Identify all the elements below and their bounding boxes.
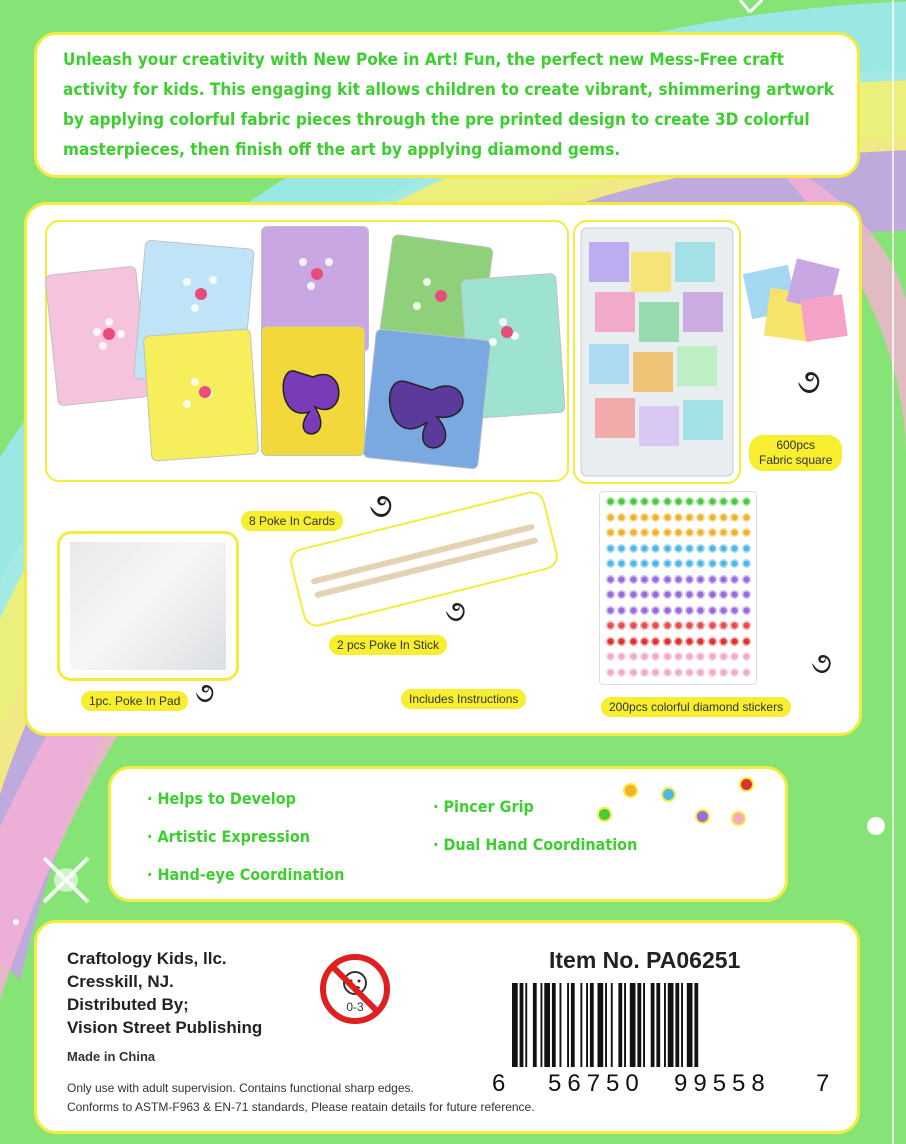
diamond-sticker <box>742 668 751 677</box>
curl-arrow-icon: ૭ <box>811 647 832 680</box>
diamond-sticker <box>651 544 660 553</box>
diamond-sticker <box>708 606 717 615</box>
diamond-sticker <box>640 621 649 630</box>
barcode-bar <box>618 983 622 1067</box>
diamond-sticker <box>685 544 694 553</box>
card-art-overlay <box>47 222 567 480</box>
barcode-bar <box>544 983 550 1067</box>
diamond-sticker <box>629 497 638 506</box>
stick-box <box>287 488 561 629</box>
curl-arrow-icon: ૭ <box>369 487 393 525</box>
diamond-sticker <box>663 606 672 615</box>
barcode-bar <box>675 983 679 1067</box>
stick-label: 2 pcs Poke In Stick <box>329 635 447 655</box>
diamond-sticker <box>719 590 728 599</box>
diamond-sticker <box>617 606 626 615</box>
diamond-sticker <box>640 606 649 615</box>
barcode-bar <box>571 983 575 1067</box>
diamond-sticker <box>617 668 626 677</box>
benefits-panel <box>108 766 788 902</box>
diamond-sticker <box>640 513 649 522</box>
diamond-sticker <box>674 513 683 522</box>
company-info: Craftology Kids, llc. Cresskill, NJ. Distributed By; Vision Street Publishing <box>67 949 263 1037</box>
diamond-gem-icon <box>739 777 754 792</box>
diamond-sticker <box>663 668 672 677</box>
barcode-bar <box>580 983 582 1067</box>
diamond-sticker <box>651 606 660 615</box>
diamond-sticker <box>730 652 739 661</box>
pad-label: 1pc. Poke In Pad <box>81 691 188 711</box>
diamond-sticker <box>629 606 638 615</box>
barcode-bar <box>520 983 524 1067</box>
barcode-bar <box>512 983 518 1067</box>
diamond-sticker <box>606 575 615 584</box>
diamond-sticker <box>708 559 717 568</box>
item-number: Item No. PA06251 <box>549 947 741 973</box>
diamond-sticker <box>685 590 694 599</box>
diamond-sticker <box>640 637 649 646</box>
barcode-bar <box>533 983 537 1067</box>
diamond-sticker <box>640 544 649 553</box>
diamond-sticker <box>651 621 660 630</box>
diamond-sticker <box>730 637 739 646</box>
diamond-sticker <box>685 528 694 537</box>
diamond-sticker <box>730 513 739 522</box>
diamond-sticker <box>606 513 615 522</box>
diamond-sticker <box>674 590 683 599</box>
diamond-sticker <box>651 575 660 584</box>
diamond-sticker <box>719 497 728 506</box>
diamond-sticker <box>617 575 626 584</box>
diamond-sticker <box>708 575 717 584</box>
barcode-bar <box>598 983 604 1067</box>
barcode-bar <box>567 983 569 1067</box>
diamond-sticker <box>674 544 683 553</box>
diamond-sticker <box>651 513 660 522</box>
diamond-sticker <box>606 590 615 599</box>
diamond-sticker <box>629 575 638 584</box>
diamond-sticker <box>629 590 638 599</box>
fabric-bag-image <box>575 222 739 482</box>
cards-box <box>45 220 569 482</box>
diamond-sticker <box>617 497 626 506</box>
diamond-sticker <box>696 575 705 584</box>
diamond-sticker <box>674 621 683 630</box>
barcode-bar <box>586 983 588 1067</box>
diamond-sticker <box>696 559 705 568</box>
barcode-bar <box>643 983 645 1067</box>
barcode-digits: 99558 <box>674 1070 771 1095</box>
diamond-sticker <box>663 621 672 630</box>
curl-arrow-icon: ૭ <box>797 363 821 401</box>
intro-panel <box>34 32 860 178</box>
diamond-sticker <box>663 559 672 568</box>
barcode-bar <box>637 983 641 1067</box>
barcode-bar <box>630 983 636 1067</box>
diamond-sticker <box>685 575 694 584</box>
benefit-item: · Artistic Expression <box>147 827 311 846</box>
diamond-sticker <box>663 652 672 661</box>
diamond-sticker <box>719 513 728 522</box>
diamond-sticker <box>719 637 728 646</box>
diamond-sticker <box>696 606 705 615</box>
barcode-bar <box>560 983 562 1067</box>
diamond-sticker <box>708 544 717 553</box>
instructions-label: Includes Instructions <box>401 689 526 709</box>
diamond-sticker <box>651 668 660 677</box>
diamond-sticker <box>606 544 615 553</box>
diamond-sticker <box>742 637 751 646</box>
diamond-sticker <box>730 590 739 599</box>
diamond-sticker <box>708 513 717 522</box>
diamond-sticker <box>674 559 683 568</box>
barcode-bar <box>681 983 683 1067</box>
diamond-sticker <box>651 652 660 661</box>
diamond-gem-icon <box>661 787 676 802</box>
diamond-sticker <box>719 528 728 537</box>
diamond-sticker <box>663 637 672 646</box>
pad-box <box>57 531 239 681</box>
diamond-sticker <box>719 668 728 677</box>
diamond-sticker <box>674 575 683 584</box>
barcode-bar <box>611 983 613 1067</box>
diamond-sticker <box>606 497 615 506</box>
poke-pad-image <box>70 542 226 670</box>
diamond-sticker <box>617 559 626 568</box>
diamond-sticker <box>719 621 728 630</box>
diamond-sticker <box>629 621 638 630</box>
diamond-sticker <box>708 637 717 646</box>
diamond-sticker <box>606 621 615 630</box>
diamond-sticker <box>663 544 672 553</box>
fabric-squares-image <box>741 257 851 357</box>
diamond-sticker <box>640 590 649 599</box>
diamond-gem-icon <box>623 783 638 798</box>
barcode-bar <box>687 983 693 1067</box>
barcode-bar <box>651 983 655 1067</box>
diamond-sticker <box>719 575 728 584</box>
barcode-bar <box>624 983 626 1067</box>
diamond-sticker <box>617 621 626 630</box>
diamond-sticker <box>629 513 638 522</box>
barcode-bar <box>694 983 698 1067</box>
diamond-sticker <box>742 528 751 537</box>
barcode-digits: 56750 <box>548 1070 645 1095</box>
diamond-sticker <box>685 606 694 615</box>
diamond-sticker <box>742 559 751 568</box>
diamond-sticker <box>708 668 717 677</box>
benefit-item: · Hand-eye Coordination <box>147 865 345 884</box>
fabric-label: 600pcs Fabric square <box>749 435 842 471</box>
barcode-bar <box>668 983 674 1067</box>
diamond-sticker <box>606 559 615 568</box>
diamond-sticker <box>629 559 638 568</box>
made-in: Made in China <box>67 1049 156 1064</box>
diamond-gem-icon <box>731 811 746 826</box>
diamond-sticker <box>742 606 751 615</box>
barcode-digit: 6 <box>492 1070 506 1095</box>
diamond-sticker <box>742 621 751 630</box>
diamond-sticker <box>606 668 615 677</box>
diamond-sticker <box>617 652 626 661</box>
diamond-sticker <box>742 544 751 553</box>
diamond-sticker <box>651 497 660 506</box>
barcode-bar <box>664 983 666 1067</box>
cards-label: 8 Poke In Cards <box>241 511 343 531</box>
diamond-sticker <box>730 528 739 537</box>
diamond-sticker <box>696 513 705 522</box>
diamond-sticker <box>696 668 705 677</box>
diamond-sticker <box>685 637 694 646</box>
diamond-sticker <box>685 668 694 677</box>
diamond-sticker <box>730 621 739 630</box>
diamond-sticker <box>719 559 728 568</box>
diamond-sticker <box>606 528 615 537</box>
diamond-sticker <box>742 590 751 599</box>
diamond-sticker <box>730 544 739 553</box>
benefit-item: · Helps to Develop <box>147 789 296 808</box>
diamond-sticker <box>742 513 751 522</box>
diamond-sticker <box>730 606 739 615</box>
diamond-sticker <box>685 621 694 630</box>
stickers-sheet <box>599 491 757 685</box>
diamond-sticker <box>696 621 705 630</box>
diamond-sticker <box>640 575 649 584</box>
diamond-sticker <box>708 652 717 661</box>
diamond-sticker <box>640 652 649 661</box>
svg-text:0-3: 0-3 <box>346 1000 364 1014</box>
diamond-sticker <box>674 668 683 677</box>
diamond-sticker <box>708 590 717 599</box>
kit-contents-panel <box>24 202 862 736</box>
diamond-sticker <box>663 590 672 599</box>
barcode-bar <box>552 983 556 1067</box>
diamond-sticker <box>663 513 672 522</box>
diamond-sticker <box>663 497 672 506</box>
diamond-sticker <box>663 528 672 537</box>
safety-warning: Only use with adult supervision. Contains functional sharp edges. Conforms to ASTM-F963 & EN-71 standards, Please reatain details for future reference. <box>67 1081 535 1114</box>
diamond-sticker <box>696 544 705 553</box>
diamond-sticker <box>685 497 694 506</box>
diamond-sticker <box>617 637 626 646</box>
diamond-sticker <box>708 497 717 506</box>
diamond-sticker <box>674 606 683 615</box>
diamond-sticker <box>629 544 638 553</box>
diamond-sticker <box>730 497 739 506</box>
barcode-bar <box>656 983 660 1067</box>
footer-panel <box>34 920 860 1134</box>
diamond-sticker <box>629 668 638 677</box>
intro-text: Unleash your creativity with New Poke in Art! Fun, the perfect new Mess-Free craft activity for kids. This engaging kit allows children to create vibrant, shimmering artwork by applying colorful fabric pieces through the pre printed design to create 3D colorful masterpieces, then finish off the art by applying diamond gems. <box>63 50 835 159</box>
barcode-bar <box>590 983 594 1067</box>
diamond-sticker <box>696 637 705 646</box>
diamond-sticker <box>719 652 728 661</box>
diamond-sticker <box>606 652 615 661</box>
diamond-sticker <box>685 559 694 568</box>
diamond-sticker <box>719 606 728 615</box>
diamond-sticker <box>708 621 717 630</box>
diamond-sticker <box>730 559 739 568</box>
diamond-sticker <box>708 528 717 537</box>
diamond-sticker <box>719 544 728 553</box>
diamond-sticker <box>742 652 751 661</box>
diamond-sticker <box>685 513 694 522</box>
diamond-sticker <box>674 652 683 661</box>
fabric-box <box>573 220 741 484</box>
benefit-item: · Pincer Grip <box>433 797 534 816</box>
diamond-sticker <box>617 590 626 599</box>
diamond-gem-icon <box>695 809 710 824</box>
barcode-bar <box>605 983 607 1067</box>
diamond-sticker <box>696 497 705 506</box>
diamond-sticker <box>685 652 694 661</box>
diamond-sticker <box>651 590 660 599</box>
diamond-sticker <box>696 528 705 537</box>
diamond-sticker <box>629 528 638 537</box>
diamond-sticker <box>640 497 649 506</box>
barcode-digit: 7 <box>816 1070 830 1095</box>
diamond-sticker <box>663 575 672 584</box>
curl-arrow-icon: ૭ <box>445 595 466 628</box>
diamond-sticker <box>629 637 638 646</box>
diamond-sticker <box>730 668 739 677</box>
diamond-sticker <box>696 652 705 661</box>
diamond-sticker <box>617 528 626 537</box>
diamond-sticker <box>674 497 683 506</box>
barcode-bar <box>541 983 543 1067</box>
poke-stick-image <box>310 523 535 584</box>
diamond-sticker <box>651 637 660 646</box>
diamond-sticker <box>640 559 649 568</box>
diamond-sticker <box>606 606 615 615</box>
diamond-sticker <box>629 652 638 661</box>
diamond-sticker <box>742 575 751 584</box>
curl-arrow-icon: ૭ <box>195 677 215 708</box>
diamond-sticker <box>617 513 626 522</box>
benefit-item: · Dual Hand Coordination <box>433 835 638 854</box>
diamond-sticker <box>674 637 683 646</box>
diamond-sticker <box>742 497 751 506</box>
diamond-sticker <box>606 637 615 646</box>
no-under-3-icon <box>319 953 391 1025</box>
barcode <box>492 983 832 1095</box>
stickers-label: 200pcs colorful diamond stickers <box>601 697 791 717</box>
diamond-sticker <box>617 544 626 553</box>
diamond-sticker <box>674 528 683 537</box>
diamond-gem-icon <box>597 807 612 822</box>
diamond-sticker <box>640 668 649 677</box>
diamond-sticker <box>651 559 660 568</box>
diamond-sticker <box>730 575 739 584</box>
diamond-sticker <box>651 528 660 537</box>
diamond-sticker <box>640 528 649 537</box>
diamond-sticker <box>696 590 705 599</box>
poke-stick-image <box>314 537 539 598</box>
barcode-bar <box>525 983 527 1067</box>
